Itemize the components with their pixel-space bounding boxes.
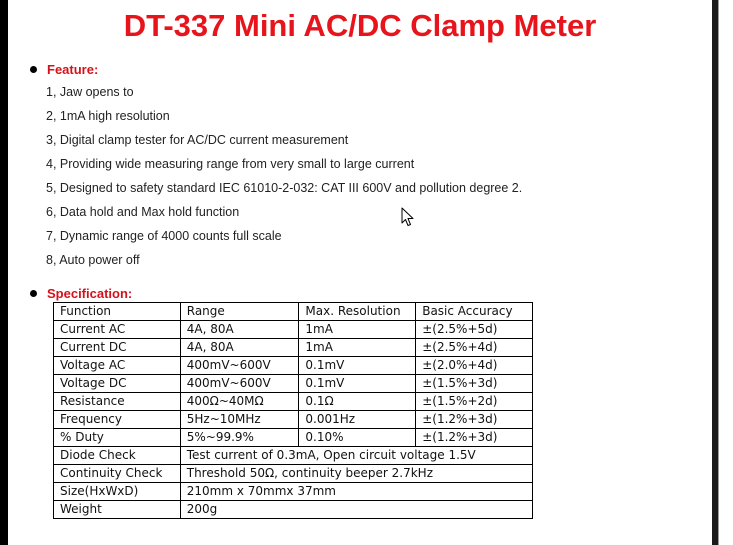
table-cell: 5%~99.9% (180, 429, 299, 447)
table-cell: 1mA (299, 321, 416, 339)
table-cell: 0.1mV (299, 375, 416, 393)
table-cell: 200g (180, 501, 532, 519)
specification-heading: Specification: (47, 286, 133, 301)
column-header: Function (54, 303, 181, 321)
feature-list (46, 80, 522, 272)
table-cell: 0.001Hz (299, 411, 416, 429)
feature-heading: Feature: (47, 62, 99, 77)
table-cell: ±(2.0%+4d) (416, 357, 533, 375)
table-cell: Threshold 50Ω, continuity beeper 2.7kHz (180, 465, 532, 483)
table-row (54, 339, 533, 357)
table-cell: Resistance (54, 393, 181, 411)
table-cell: 1mA (299, 339, 416, 357)
bullet-dot-icon (30, 290, 37, 297)
table-cell: ±(2.5%+5d) (416, 321, 533, 339)
table-row (54, 465, 533, 483)
feature-item: 1, Jaw opens to (46, 85, 134, 99)
table-cell: Diode Check (54, 447, 181, 465)
table-cell: ±(1.5%+2d) (416, 393, 533, 411)
table-row (54, 429, 533, 447)
table-cell: 400mV~600V (180, 375, 299, 393)
table-row (54, 447, 533, 465)
feature-item: 3, Digital clamp tester for AC/DC current measurement (46, 133, 349, 147)
table-cell: ±(1.5%+3d) (416, 375, 533, 393)
table-cell: 400mV~600V (180, 357, 299, 375)
left-border (0, 0, 8, 545)
table-row (54, 321, 533, 339)
table-cell: 0.10% (299, 429, 416, 447)
table-cell: 210mm x 70mmx 37mm (180, 483, 532, 501)
column-header: Basic Accuracy (416, 303, 533, 321)
column-header: Range (180, 303, 299, 321)
table-cell: Size(HxWxD) (54, 483, 181, 501)
table-cell: Current AC (54, 321, 181, 339)
mouse-pointer-icon (401, 207, 415, 227)
table-cell: Voltage DC (54, 375, 181, 393)
page-title: DT-337 Mini AC/DC Clamp Meter (123, 8, 597, 43)
table-cell: ±(2.5%+4d) (416, 339, 533, 357)
specification-table (53, 302, 533, 519)
table-cell: 400Ω~40MΩ (180, 393, 299, 411)
column-header: Max. Resolution (299, 303, 416, 321)
table-row (54, 411, 533, 429)
table-cell: % Duty (54, 429, 181, 447)
table-cell: ±(1.2%+3d) (416, 411, 533, 429)
feature-item: 5, Designed to safety standard IEC 61010-2-032: CAT III 600V and pollution degree 2. (46, 181, 523, 195)
table-cell: Current DC (54, 339, 181, 357)
table-row (54, 393, 533, 411)
table-cell: 4A, 80A (180, 321, 299, 339)
table-cell: Test current of 0.3mA, Open circuit voltage 1.5V (180, 447, 532, 465)
table-cell: 4A, 80A (180, 339, 299, 357)
feature-item: 8, Auto power off (46, 253, 140, 267)
table-row (54, 483, 533, 501)
feature-item: 4, Providing wide measuring range from very small to large current (46, 157, 415, 171)
table-row (54, 501, 533, 519)
right-border-edge (718, 0, 719, 545)
feature-item: 2, 1mA high resolution (46, 109, 170, 123)
table-cell: 5Hz~10MHz (180, 411, 299, 429)
table-row (54, 357, 533, 375)
table-cell: ±(1.2%+3d) (416, 429, 533, 447)
table-cell: Frequency (54, 411, 181, 429)
table-cell: 0.1Ω (299, 393, 416, 411)
table-cell: Continuity Check (54, 465, 181, 483)
feature-item: 6, Data hold and Max hold function (46, 205, 240, 219)
feature-item: 7, Dynamic range of 4000 counts full scale (46, 229, 282, 243)
bullet-dot-icon (30, 66, 37, 73)
table-header-row (54, 303, 533, 321)
table-cell: Weight (54, 501, 181, 519)
table-cell: Voltage AC (54, 357, 181, 375)
table-row (54, 375, 533, 393)
table-cell: 0.1mV (299, 357, 416, 375)
